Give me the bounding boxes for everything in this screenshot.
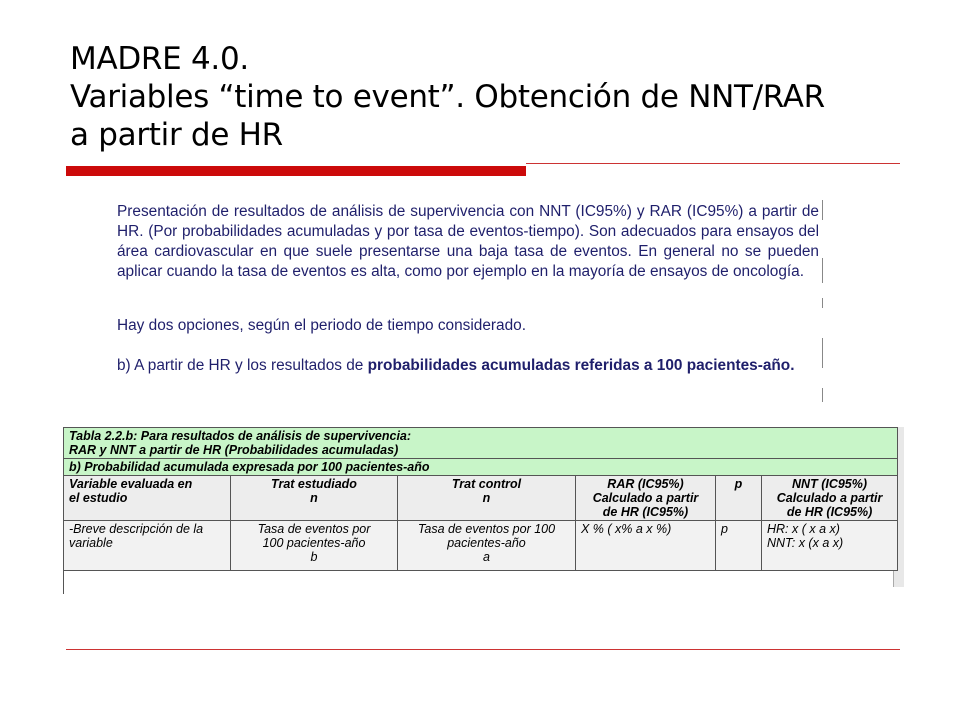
image-edge (820, 198, 825, 404)
title-underline-bar (66, 166, 526, 176)
survival-results-table (63, 427, 898, 571)
table-caption-line-2: RAR y NNT a partir de HR (Probabilidades acumuladas) (69, 443, 399, 457)
table-caption-row (64, 428, 898, 459)
table-subcaption-row (64, 459, 898, 476)
paragraph-3-bold: probabilidades acumuladas referidas a 100 pacientes-año. (367, 357, 795, 374)
header-variable: Variable evaluada en el estudio (64, 476, 231, 521)
header-trat-estudiado: Trat estudiado n (231, 476, 398, 521)
cell-nnt: HR: x ( x a x) NNT: x (x a x) (762, 521, 898, 571)
table-left-rule (63, 427, 64, 594)
header-nnt: NNT (IC95%) Calculado a partir de HR (IC95%) (762, 476, 898, 521)
description-paragraph-2: Hay dos opciones, según el periodo de tiempo considerado. (117, 317, 526, 334)
header-p: p (716, 476, 762, 521)
table-caption (64, 428, 898, 459)
title-line-3: a partir de HR (70, 117, 283, 153)
cell-trat-control: Tasa de eventos por 100 pacientes-año a (398, 521, 576, 571)
table-caption-line-1: Tabla 2.2.b: Para resultados de análisis de supervivencia: (69, 429, 412, 443)
cell-rar: X % ( x% a x %) (576, 521, 716, 571)
paragraph-3-text: b) A partir de HR y los resultados de (117, 357, 368, 374)
description-image (115, 198, 821, 404)
description-paragraph-3 (117, 356, 819, 376)
footer-divider-line (66, 649, 900, 650)
table-header-row (64, 476, 898, 521)
slide-title (70, 40, 930, 154)
header-trat-control: Trat control n (398, 476, 576, 521)
cell-variable: -Breve descripción de la variable (64, 521, 231, 571)
table-subcaption: b) Probabilidad acumulada expresada por 100 pacientes-año (64, 459, 898, 476)
title-line-1: MADRE 4.0. (70, 41, 249, 77)
title-line-2: Variables “time to event”. Obtención de NNT/RAR (70, 79, 825, 115)
cell-p: p (716, 521, 762, 571)
title-divider-line (526, 163, 900, 164)
description-paragraph-1: Presentación de resultados de análisis de supervivencia con NNT (IC95%) y RAR (IC95%) a partir de HR. (Por probabilidades acumuladas y por tasa de eventos-tiempo). Son adecuados para ensayos del área cardiovascular en que suele presentarse una baja tasa de eventos. En general no se pueden aplicar cuando la tasa de eventos es alta, como por ejemplo en la mayoría de ensayos de oncología. (117, 203, 819, 280)
header-rar: RAR (IC95%) Calculado a partir de HR (IC95%) (576, 476, 716, 521)
cell-trat-estudiado: Tasa de eventos por 100 pacientes-año b (231, 521, 398, 571)
table-row (64, 521, 898, 571)
